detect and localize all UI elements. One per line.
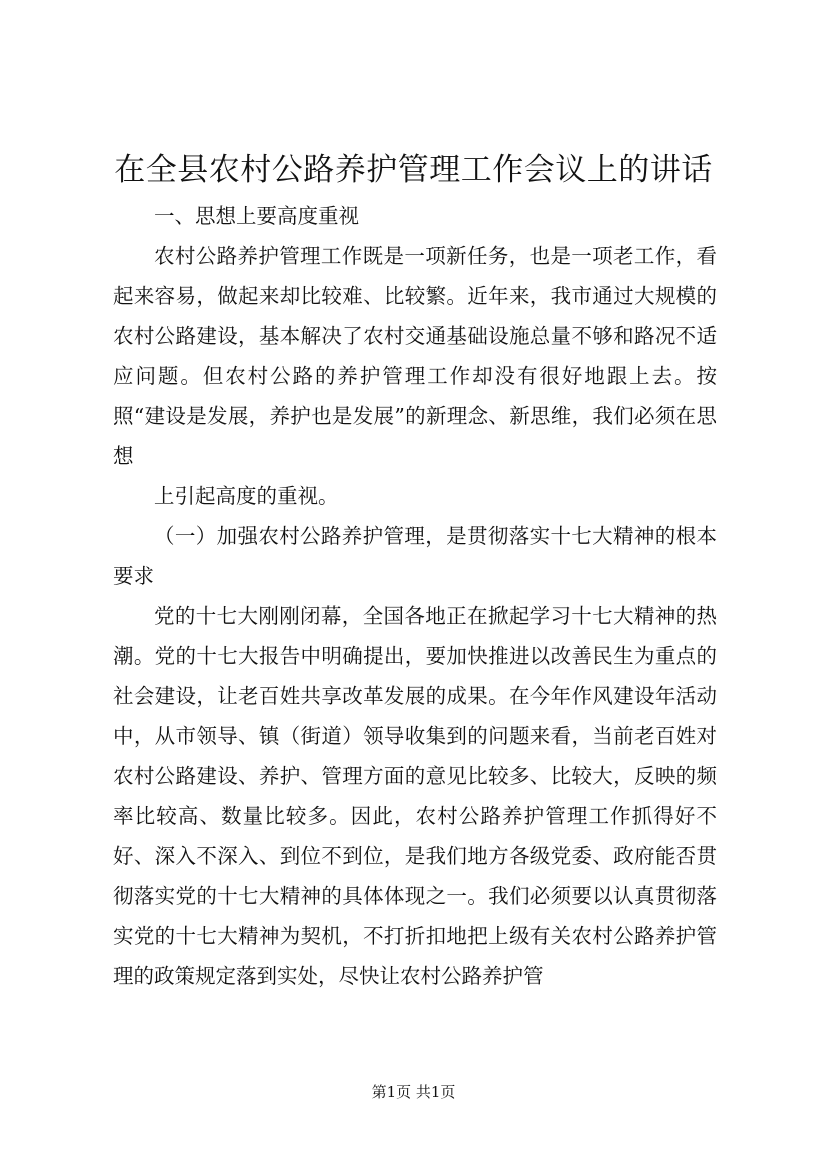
document-body bbox=[113, 196, 717, 996]
subsection-heading: （一）加强农村公路养护管理，是贯彻落实十七大精神的根本要求 bbox=[113, 524, 717, 588]
page-number-footer: 第1页 共1页 bbox=[371, 1083, 456, 1101]
body-paragraph: 农村公路养护管理工作既是一项新任务，也是一项老工作，看起来容易，做起来却比较难、比较繁。近年来，我市通过大规模的农村公路建设，基本解决了农村交通基础设施总量不够和路况不适应问题。但农村公路的养护管理工作却没有很好地跟上去。按照“建设是发展，养护也是发展”的新理念、新思维，我们必须在思想 bbox=[113, 244, 717, 468]
document-title: 在全县农村公路养护管理工作会议上的讲话 bbox=[114, 152, 713, 188]
body-paragraph: 上引起高度的重视。 bbox=[154, 484, 339, 508]
body-paragraph: 党的十七大刚刚闭幕，全国各地正在掀起学习十七大精神的热潮。党的十七大报告中明确提出，要加快推进以改善民生为重点的社会建设，让老百姓共享改革发展的成果。在今年作风建设年活动中，从市领导、镇（街道）领导收集到的问题来看，当前老百姓对农村公路建设、养护、管理方面的意见比较多、比较大，反映的频率比较高、数量比较多。因此，农村公路养护管理工作抓得好不好、深入不深入、到位不到位，是我们地方各级党委、政府能否贯彻落实党的十七大精神的具体体现之一。我们必须要以认真贯彻落实党的十七大精神为契机，不打折扣地把上级有关农村公路养护管理的政策规定落到实处，尽快让农村公路养护管 bbox=[113, 604, 717, 988]
section-heading: 一、思想上要高度重视 bbox=[154, 204, 359, 228]
